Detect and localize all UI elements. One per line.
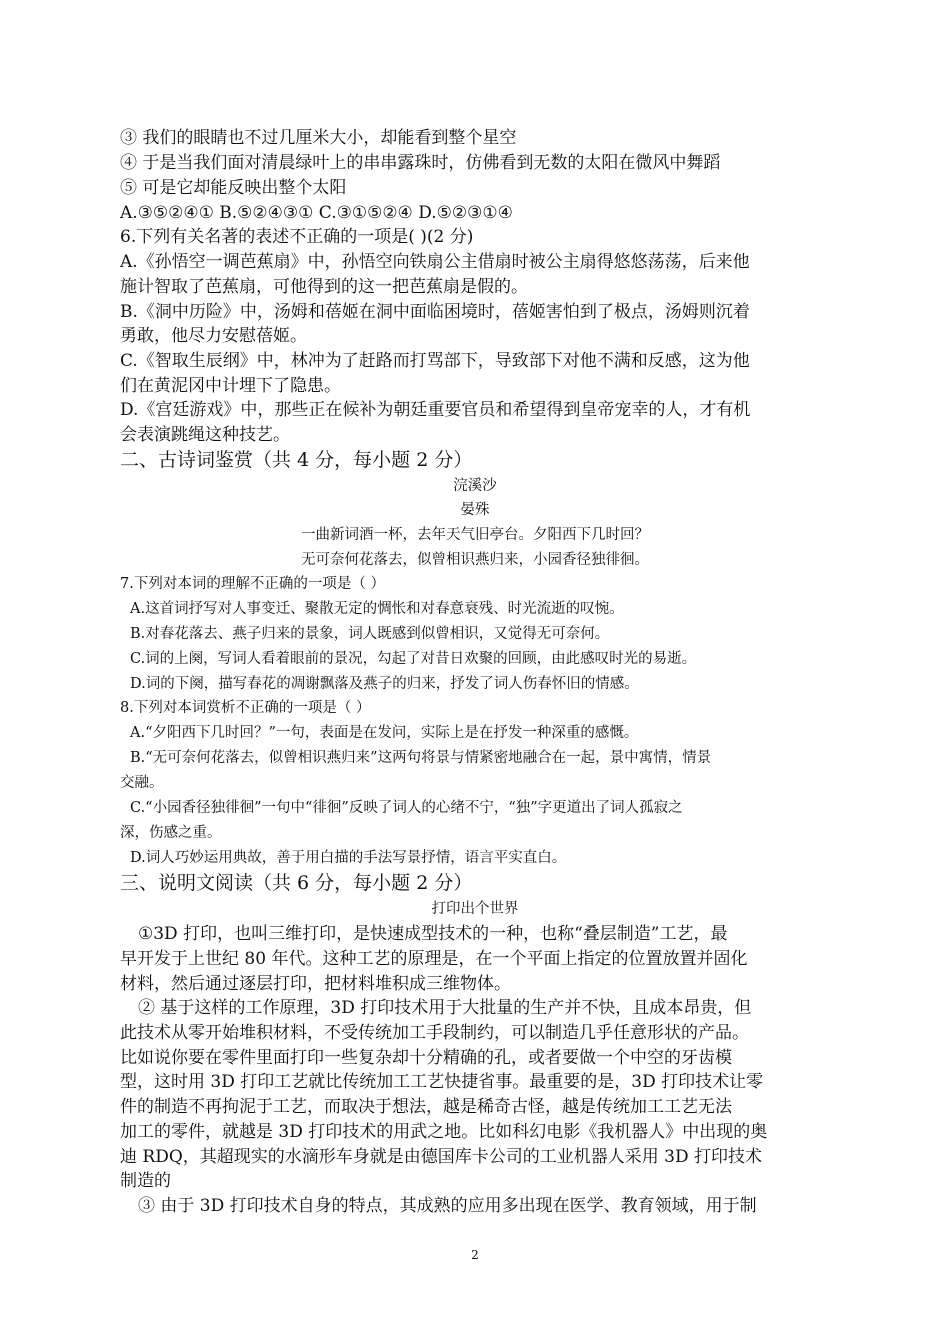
p2-line2: 此技术从零开始堆积材料，不受传统加工手段制约，可以制造几乎任意形状的产品。 — [120, 1023, 749, 1043]
p1-line2: 早开发于上世纪 80 年代。这种工艺的原理是，在一个平面上指定的位置放置并固化 — [120, 949, 748, 969]
p1-line3: 材料，然后通过逐层打印，把材料堆积成三维物体。 — [120, 974, 511, 994]
page-number: 2 — [471, 1248, 479, 1262]
q8-option-a: A.“夕阳西下几时回？”一句，表面是在发问，实际上是在抒发一种深重的感慨。 — [130, 725, 639, 741]
q7-option-a: A.这首词抒写对人事变迁、聚散无定的惆怅和对春意衰残、时光流逝的叹惋。 — [130, 601, 624, 617]
p2-line7: 迪 RDQ，其超现实的水滴形车身就是由德国库卡公司的工业机器人采用 3D 打印技术 — [120, 1147, 763, 1167]
q8-option-c-line1: C.“小园香径独徘徊”一句中“徘徊”反映了词人的心绪不宁，“独”字更道出了词人孤寂之 — [130, 800, 683, 816]
p2-line3: 比如说你要在零件里面打印一些复杂却十分精确的孔，或者要做一个中空的牙齿模 — [120, 1048, 732, 1068]
poem-title: 浣溪沙 — [453, 478, 497, 494]
q8-option-c-line2: 深，伤感之重。 — [120, 825, 222, 841]
p3-line1: ③ 由于 3D 打印技术自身的特点，其成熟的应用多出现在医学、教育领域，用于制 — [138, 1196, 757, 1216]
q8-option-b-line1: B.“无可奈何花落去，似曾相识燕归来”这两句将景与情紧密地融合在一起，景中寓情，情景 — [130, 750, 712, 766]
section3-heading: 三、说明文阅读（共 6 分，每小题 2 分） — [120, 872, 473, 894]
q8-option-d: D.词人巧妙运用典故，善于用白描的手法写景抒情，语言平实直白。 — [130, 850, 567, 866]
poem-line-1: 一曲新词酒一杯，去年天气旧亭台。夕阳西下几时回？ — [301, 527, 649, 543]
p2-line4: 型，这时用 3D 打印工艺就比传统加工工艺快捷省事。最重要的是，3D 打印技术让零 — [120, 1072, 764, 1092]
q5-options: A.③⑤②④① B.⑤②④③① C.③①⑤②④ D.⑤②③①④ — [120, 203, 513, 223]
q7-option-c: C.词的上阕，写词人看着眼前的景况，勾起了对昔日欢聚的回顾，由此感叹时光的易逝。 — [130, 651, 697, 667]
q5-sentence-4: ④ 于是当我们面对清晨绿叶上的串串露珠时，仿佛看到无数的太阳在微风中舞蹈 — [120, 153, 721, 173]
p2-line1: ② 基于这样的工作原理，3D 打印技术用于大批量的生产并不快，且成本昂贵，但 — [138, 998, 752, 1018]
q6-option-a-line1: A.《孙悟空一调芭蕉扇》中，孙悟空向铁扇公主借扇时被公主扇得悠悠荡荡，后来他 — [120, 252, 750, 272]
q6-option-b-line2: 勇敢，他尽力安慰蓓姬。 — [120, 326, 307, 346]
q6-option-c-line2: 们在黄泥冈中计埋下了隐患。 — [120, 376, 341, 396]
p2-line8: 制造的 — [120, 1171, 171, 1191]
q6-option-d-line2: 会表演跳绳这种技艺。 — [120, 425, 290, 445]
poem-line-2: 无可奈何花落去，似曾相识燕归来，小园香径独徘徊。 — [301, 552, 649, 568]
article-title: 打印出个世界 — [431, 901, 519, 917]
q5-sentence-3: ③ 我们的眼睛也不过几厘米大小，却能看到整个星空 — [120, 128, 517, 148]
q6-option-d-line1: D.《宫廷游戏》中，那些正在候补为朝廷重要官员和希望得到皇帝宠幸的人，才有机 — [120, 400, 751, 420]
poem-author: 晏殊 — [460, 502, 490, 518]
q8-stem: 8.下列对本词赏析不正确的一项是（ ） — [120, 700, 371, 716]
p2-line6: 加工的零件，就越是 3D 打印技术的用武之地。比如科幻电影《我机器人》中出现的奥 — [120, 1122, 768, 1142]
q7-option-d: D.词的下阕，描写春花的凋谢飘落及燕子的归来，抒发了词人伤春怀旧的情感。 — [130, 676, 639, 692]
p1-line1: ①3D 打印，也叫三维打印，是快速成型技术的一种，也称“叠层制造”工艺，最 — [138, 924, 728, 944]
q6-option-b-line1: B.《洞中历险》中，汤姆和蓓姬在洞中面临困境时，蓓姬害怕到了极点，汤姆则沉着 — [120, 302, 750, 322]
q6-stem: 6.下列有关名著的表述不正确的一项是( )(2 分) — [120, 227, 474, 247]
q7-option-b: B.对春花落去、燕子归来的景象，词人既感到似曾相识，又觉得无可奈何。 — [130, 626, 610, 642]
p2-line5: 件的制造不再拘泥于工艺，而取决于想法，越是稀奇古怪，越是传统加工工艺无法 — [120, 1097, 732, 1117]
section2-heading: 二、古诗词鉴赏（共 4 分，每小题 2 分） — [120, 449, 473, 471]
q7-stem: 7.下列对本词的理解不正确的一项是（ ） — [120, 576, 385, 592]
q6-option-a-line2: 施计智取了芭蕉扇，可他得到的这一把芭蕉扇是假的。 — [120, 277, 528, 297]
q6-option-c-line1: C.《智取生辰纲》中，林冲为了赶路而打骂部下，导致部下对他不满和反感，这为他 — [120, 351, 750, 371]
q8-option-b-line2: 交融。 — [120, 775, 164, 791]
q5-sentence-5: ⑤ 可是它却能反映出整个太阳 — [120, 178, 347, 198]
